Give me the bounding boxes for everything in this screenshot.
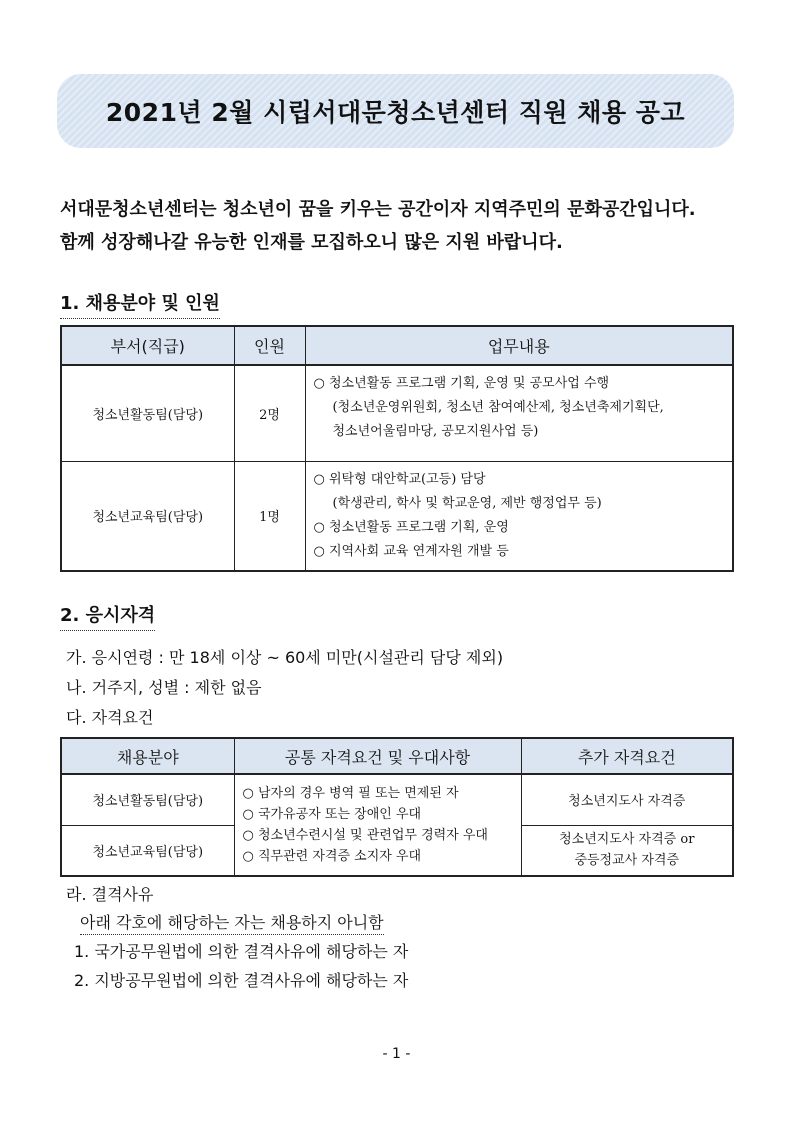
duty-line: ○ 청소년활동 프로그램 기획, 운영 및 공모사업 수행 (313, 376, 610, 391)
disqualification-item: 2. 지방공무원법에 의한 결격사유에 해당하는 자 (74, 971, 409, 990)
column-header: 채용분야 (61, 738, 234, 774)
disqualification-label: 라. 결격사유 (66, 885, 154, 904)
duty-cell (305, 365, 733, 461)
extra-requirement-cell (521, 774, 733, 825)
intro-line: 서대문청소년센터는 청소년이 꿈을 키우는 공간이자 지역주민의 문화공간입니다. (60, 199, 696, 220)
page-number: - 1 - (382, 1046, 411, 1062)
recruitment-table (60, 325, 734, 572)
extra-line: 중등정교사 자격증 (574, 853, 680, 869)
duty-line: (학생관리, 학사 및 학교운영, 제반 행정업무 등) (332, 495, 602, 511)
age-requirement: 가. 응시연령 : 만 18세 이상 ~ 60세 미만(시설관리 담당 제외) (66, 648, 504, 667)
column-header: 인원 (234, 326, 305, 365)
field-cell: 청소년활동팀(담당) (61, 774, 234, 825)
duty-line: 청소년어울림마당, 공모지원사업 등) (332, 424, 539, 439)
table-row (61, 365, 733, 461)
table-row (61, 461, 733, 571)
requirement-line: ○ 청소년수련시설 및 관련업무 경력자 우대 (242, 828, 488, 843)
column-header: 업무내용 (305, 326, 733, 365)
duty-line: ○ 위탁형 대안학교(고등) 담당 (313, 471, 486, 487)
qualification-table (60, 737, 734, 877)
intro-paragraph (60, 193, 750, 259)
count-cell: 2명 (234, 365, 305, 461)
duty-line: ○ 청소년활동 프로그램 기획, 운영 (313, 519, 509, 535)
duty-line: ○ 지역사회 교육 연계자원 개발 등 (313, 543, 509, 559)
disqualification-item: 1. 국가공무원법에 의한 결격사유에 해당하는 자 (74, 942, 409, 961)
dept-cell: 청소년활동팀(담당) (61, 365, 234, 461)
dept-cell: 청소년교육팀(담당) (61, 461, 234, 571)
duty-cell (305, 461, 733, 571)
field-cell: 청소년교육팀(담당) (61, 825, 234, 876)
extra-line: 청소년지도사 자격증 (568, 794, 686, 810)
requirement-line: ○ 국가유공자 또는 장애인 우대 (242, 807, 422, 822)
qualification-label: 다. 자격요건 (66, 708, 154, 727)
section1-heading: 1. 채용분야 및 인원 (60, 289, 220, 319)
residence-requirement: 나. 거주지, 성별 : 제한 없음 (66, 678, 262, 697)
common-requirements-cell (234, 774, 521, 876)
page-title: 2021년 2월 시립서대문청소년센터 직원 채용 공고 (105, 98, 686, 127)
disqualification-intro: 아래 각호에 해당하는 자는 채용하지 아니함 (80, 910, 384, 935)
column-header: 공통 자격요건 및 우대사항 (234, 738, 521, 774)
intro-line: 함께 성장해나갈 유능한 인재를 모집하오니 많은 지원 바랍니다. (60, 232, 563, 253)
table-header-row (61, 326, 733, 365)
extra-line: 청소년지도사 자격증 or (559, 832, 695, 848)
title-banner (57, 74, 734, 148)
table-header-row (61, 738, 733, 774)
requirement-line: ○ 남자의 경우 병역 필 또는 면제된 자 (242, 786, 459, 801)
column-header: 부서(직급) (61, 326, 234, 365)
section2-heading: 2. 응시자격 (60, 601, 155, 631)
duty-line: (청소년운영위원회, 청소년 참여예산제, 청소년축제기획단, (332, 400, 664, 415)
count-cell: 1명 (234, 461, 305, 571)
table-row (61, 774, 733, 825)
extra-requirement-cell (521, 825, 733, 876)
requirement-line: ○ 직무관련 자격증 소지자 우대 (242, 849, 422, 864)
column-header: 추가 자격요건 (521, 738, 733, 774)
